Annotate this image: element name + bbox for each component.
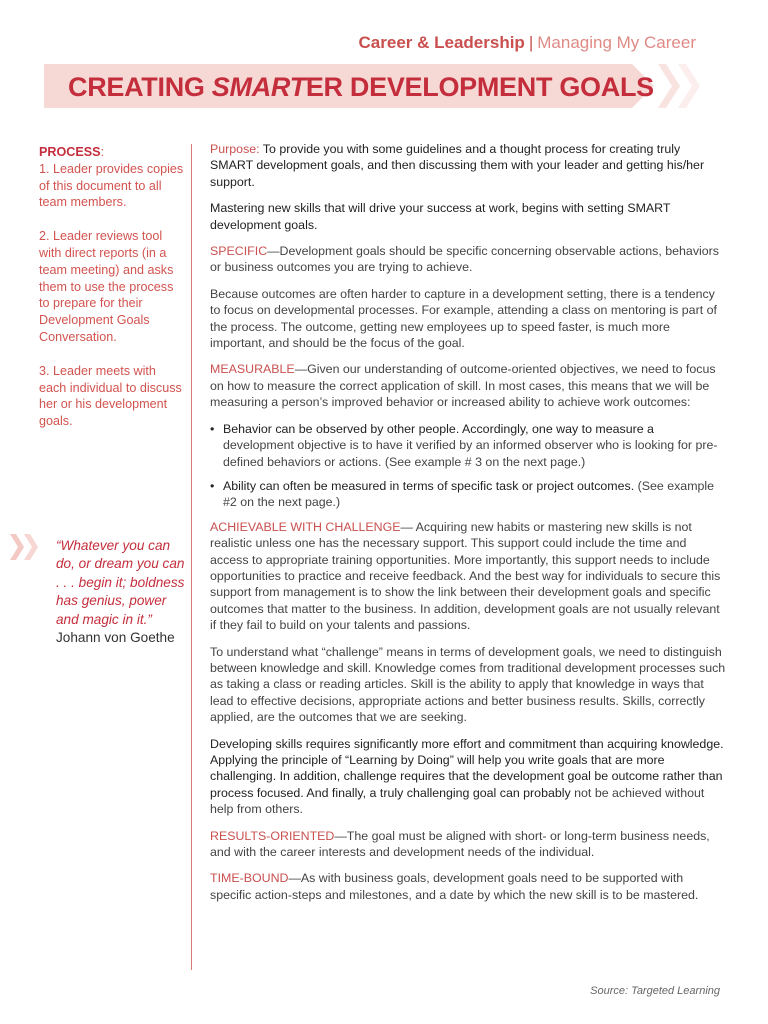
source-credit: Source: Targeted Learning [590,985,720,997]
goethe-quote [56,537,186,647]
main-content [210,141,726,913]
breadcrumb-separator: | [528,33,534,52]
challenge-paragraph: To understand what “challenge” means in terms of development goals, we need to distinguish between knowledge and skill. Knowledge comes from traditional development processes such as taking a class or reading articles. Skill is the ability to apply that knowledge in ways that lead to effective decisions, appropriate actions and better business results. Skills, correctly applied, are the outcomes that we are seeking. [210,644,726,725]
mastering-paragraph: Mastering new skills that will drive your success at work, begins with setting SMART development goals. [210,201,671,232]
breadcrumb-subsection: Managing My Career [537,33,696,52]
purpose-paragraph: Purpose: To provide you with some guidelines and a thought process for creating truly SMART development goals, and then discussing them with your leader and getting his/her support. [210,142,705,189]
banner-chevron-icon [658,64,680,108]
column-divider [191,144,192,970]
list-item: • Ability can often be measured in terms of specific task or project outcomes. (See example #2 on the next page.) [210,478,726,511]
breadcrumb-section: Career & Leadership [358,33,525,52]
list-item: • Behavior can be observed by other people. Accordingly, one way to measure a development objective is to have it verified by an informed observer who is looking for pre-defined behaviors or actions. (See example # 3 on the next page.) [210,421,726,470]
breadcrumb [359,33,696,53]
process-sidebar [39,144,184,447]
outcomes-paragraph: Because outcomes are often harder to capture in a development setting, there is a tendency to focus on developmental processes. For example, attending a class on mentoring is part of the process. The outcome, getting new employees up to speed faster, is much more important, and should be the focus of the goal. [210,286,717,351]
specific-paragraph: SPECIFIC—Development goals should be specific concerning observable actions, behaviors or business outcomes you are trying to achieve. [210,244,719,275]
measurable-bullets [210,421,726,511]
page-title: CREATING SMARTER DEVELOPMENT GOALS [68,72,654,102]
timebound-paragraph: TIME-BOUND—As with business goals, development goals need to be supported with specific action-steps and milestones, and a date by which the new skill is to be mastered. [210,871,699,902]
developing-paragraph: Developing skills requires significantly more effort and commitment than acquiring knowledge. Applying the principle of “Learning by Doing” will help you write goals that are more challenging. In addition, challenge requires that the development goal be outcome rather than process focused. And finally, a truly challenging goal can probably not be achieved without help from others. [210,736,724,817]
results-paragraph: RESULTS-ORIENTED—The goal must be aligned with short- or long-term business needs, and with the career interests and development needs of the individual. [210,828,710,860]
achievable-paragraph: ACHIEVABLE WITH CHALLENGE— Acquiring new habits or mastering new skills is not realistic unless one has the necessary support. This support could include the time and access to appropriate training opportunities. More importantly, this support needs to include opportunities to practice and receive feedback. And the best way for individuals to secure this support from management is to show the link between their development goals and specific outcomes that matter to the business. In addition, development goals are not usually relevant if they fail to build on your talents and passions. [210,519,721,633]
process-label: PROCESS [39,145,101,159]
process-step: PROCESS: 1. Leader provides copies of this document to all team members. [39,145,184,210]
process-step: 3. Leader meets with each individual to discuss her or his development goals. [39,363,182,429]
banner-chevron-icon [678,64,700,108]
quote-text: “Whatever you can do, or dream you can . . . begin it; boldness has genius, power and magic in it.” [56,538,185,627]
process-step: 2. Leader reviews tool with direct reports (in a team meeting) and asks them to use the process to prepare for their Development Goals Conversation. [39,229,174,344]
title-banner [44,64,656,108]
quote-author: Johann von Goethe [56,630,175,646]
quote-chevron-icon [10,534,54,560]
measurable-paragraph: MEASURABLE—Given our understanding of outcome-oriented objectives, we need to focus on how to measure the correct application of skill. In most cases, this means that we will be measuring a person’s improved behavior or increased ability to achieve work outcomes: [210,362,716,410]
